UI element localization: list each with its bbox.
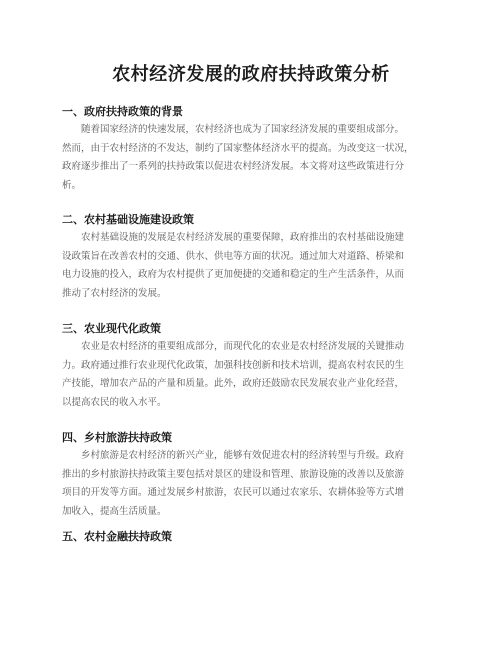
paragraph-line: 政府逐步推出了一系列的扶持政策以促进农村经济发展。本文将对这些政策进行分 (62, 161, 405, 172)
paragraph-line: 乡村旅游是农村经济的新兴产业，能够有效促进农村的经济转型与升级。政府 (81, 450, 405, 461)
section-paragraph-modernization (62, 338, 444, 412)
section-heading-modernization: 三、农业现代化政策 (62, 322, 161, 335)
section-paragraph-infrastructure (62, 229, 444, 303)
document-title: 农村经济发展的政府扶持政策分析 (112, 64, 390, 85)
section-paragraph-background (62, 121, 444, 195)
paragraph-line: 然而，由于农村经济的不发达，制约了国家整体经济水平的提高。为改变这一状况， (62, 142, 414, 154)
paragraph-line: 以提高农民的收入水平。 (62, 396, 167, 408)
section-heading-finance: 五、农村金融扶持政策 (62, 530, 172, 543)
paragraph-line: 推出的乡村旅游扶持政策主要包括对景区的建设和管理、旅游设施的改善以及旅游 (62, 468, 405, 480)
section-heading-tourism: 四、乡村旅游扶持政策 (62, 431, 172, 444)
paragraph-line: 农业是农村经济的重要组成部分，而现代化的农业是农村经济发展的关键推动 (81, 341, 405, 352)
paragraph-line: 推动了农村经济的发展。 (62, 287, 167, 299)
paragraph-line: 农村基础设施的发展是农村经济发展的重要保障，政府推出的农村基础设施建 (81, 232, 405, 243)
paragraph-line: 随着国家经济的快速发展，农村经济也成为了国家经济发展的重要组成部分。 (81, 124, 405, 135)
section-heading-background: 一、政府扶持政策的背景 (62, 105, 183, 118)
paragraph-line: 力。政府通过推行农业现代化政策，加强科技创新和技术培训，提高农村农民的生 (62, 359, 405, 371)
paragraph-line: 设政策旨在改善农村的交通、供水、供电等方面的状况。通过加大对道路、桥梁和 (62, 250, 405, 262)
paragraph-line: 电力设施的投入，政府为农村提供了更加便捷的交通和稳定的生产生活条件，从而 (62, 269, 405, 280)
section-heading-infrastructure: 二、农村基础设施建设政策 (62, 213, 194, 226)
paragraph-line: 加收入，提高生活质量。 (62, 505, 167, 517)
paragraph-line: 产技能，增加农产品的产量和质量。此外，政府还鼓励农民发展农业产业化经营， (62, 378, 405, 389)
section-paragraph-tourism (62, 447, 444, 521)
paragraph-line: 析。 (62, 179, 82, 191)
paragraph-line: 项目的开发等方面。通过发展乡村旅游，农民可以通过农家乐、农耕体验等方式增 (62, 487, 405, 498)
